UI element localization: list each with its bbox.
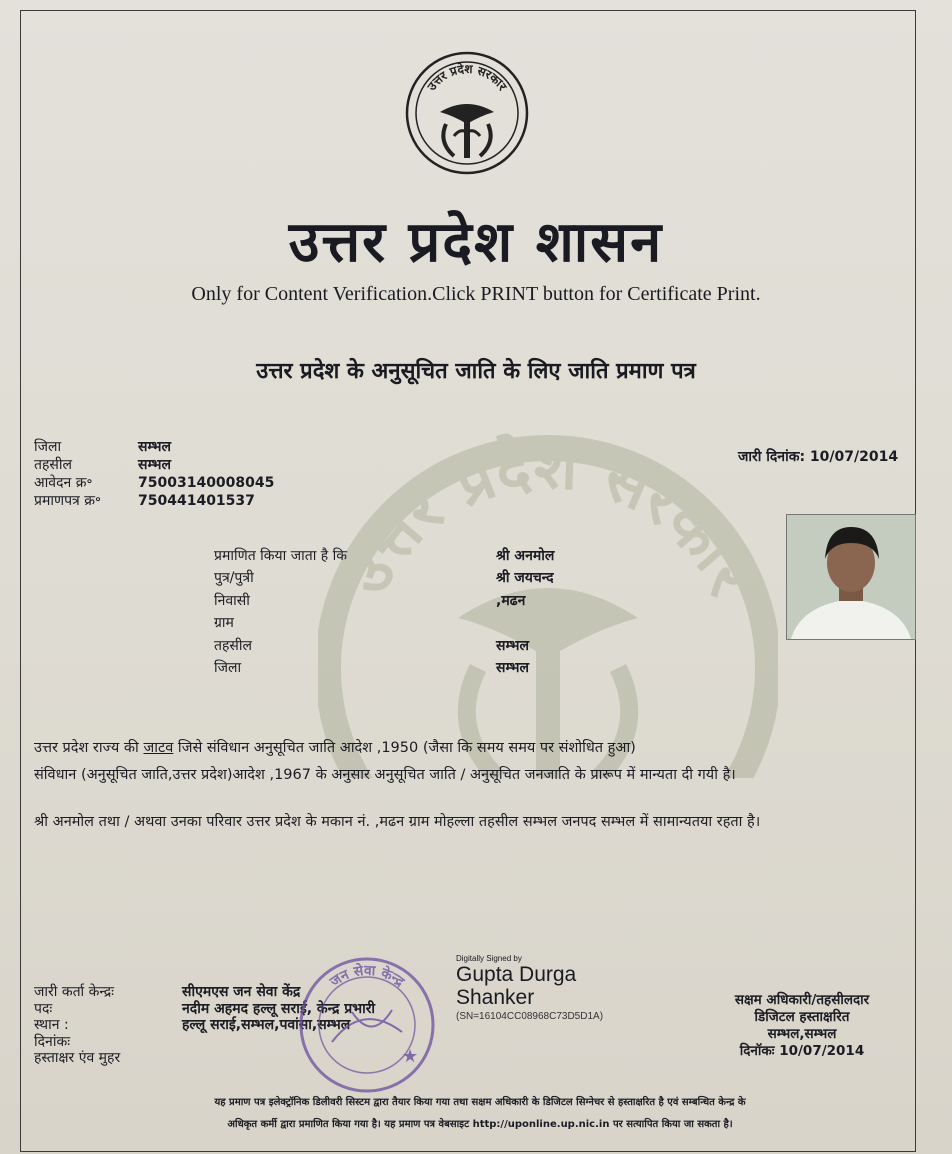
detail-district-label: जिला [214, 660, 242, 677]
detail-district-value: सम्भल [496, 660, 529, 677]
certificate-no-value: 750441401537 [138, 493, 255, 509]
detail-row-parent [214, 567, 554, 590]
resident-label: निवासी [214, 592, 250, 609]
resident-value: ,मढन [496, 592, 526, 609]
detail-row-tehsil [214, 634, 554, 657]
holder-details [214, 544, 554, 679]
applicant-photo [786, 514, 916, 640]
officer-signed: डिजिटल हस्ताक्षरित [754, 1009, 850, 1025]
application-no-label: आवेदन क्र॰ [34, 475, 93, 491]
date-label: दिनांकः [34, 1033, 71, 1050]
caste-name: जाटव [143, 740, 174, 756]
svg-text:उत्तर प्रदेश सरकार: उत्तर प्रदेश सरकार [329, 429, 767, 607]
certificate-heading: उत्तर प्रदेश के अनुसूचित जाति के लिए जाति प्रमाण पत्र [256, 359, 696, 384]
certificate-no-label: प्रमाणपत्र क्र॰ [34, 493, 101, 509]
holder-name: श्री अनमोल [496, 547, 555, 564]
svg-text:उत्तर प्रदेश सरकार: उत्तर प्रदेश सरकार [424, 61, 510, 94]
certified-label: प्रमाणित किया जाता है कि [214, 547, 348, 564]
digital-signer-name-1: Gupta Durga [456, 963, 577, 986]
parent-name: श्री जयचन्द [496, 570, 554, 587]
meta-application [34, 474, 274, 492]
digital-serial-number: (SN=16104CC08968C73D5D1A) [456, 1011, 604, 1022]
officer-location: सम्भल,सम्भल [767, 1026, 837, 1042]
centre-label: जारी कर्ता केन्द्रः [34, 984, 114, 1000]
p1-end: जिसे संविधान अनुसूचित जाति आदेश ,1950 (जैसा कि समय समय पर संशोधित हुआ) [173, 740, 636, 756]
place-label: स्थान : [34, 1017, 69, 1033]
verification-note: Only for Content Verification.Click PRINT button for Certificate Print. [191, 283, 761, 305]
post-label: पदः [34, 1000, 53, 1017]
digital-signature [456, 954, 603, 1022]
detail-row-resident [214, 589, 554, 612]
district-label: जिला [34, 439, 62, 455]
footer-line-1: यह प्रमाण पत्र इलेक्ट्रॉनिक डिलीवरी सिस्टम द्वारा तैयार किया गया तथा सक्षम अधिकारी के डिजिटल सिग्नेचर से हस्ताक्षरित है एवं सम्बन्धित केन्द्र के [214, 1097, 746, 1108]
digital-caption: Digitally Signed by [456, 954, 522, 963]
post-value: नदीम अहमद हल्लू सराई, केन्द्र प्रभारी [182, 1000, 376, 1017]
issue-date: जारी दिनांक: 10/07/2014 [738, 449, 899, 465]
footer-note [40, 1092, 920, 1136]
officer-title: सक्षम अधिकारी/तहसीलदार [734, 992, 870, 1008]
body-paragraph-1 [34, 737, 914, 760]
meta-certificate [34, 492, 274, 510]
village-label: ग्राम [214, 615, 234, 632]
p1-start: उत्तर प्रदेश राज्य की [34, 740, 144, 756]
detail-tehsil-label: तहसील [214, 637, 252, 654]
seal-stamp [292, 952, 442, 1098]
officer-block [702, 992, 902, 1060]
officer-date: दिनॉकः 10/07/2014 [739, 1043, 865, 1059]
meta-district [34, 438, 274, 456]
district-value: सम्भल [138, 439, 171, 455]
up-govt-emblem [404, 50, 530, 176]
body-paragraph-2: संविधान (अनुसूचित जाति,उत्तर प्रदेश)आदेश ,1967 के अनुसार अनुसूचित जाति / अनुसूचित जनजाति के प्रारूप में मान्यता दी गयी है। [34, 767, 736, 783]
footer-line-2: अधिकृत कर्मी द्वारा प्रमाणित किया गया है। यह प्रमाण पत्र वेबसाइट http://uponline.up.nic.in पर सत्यापित किया जा सकता है। [227, 1119, 733, 1130]
body-paragraph-3: श्री अनमोल तथा / अथवा उनका परिवार उत्तर प्रदेश के मकान नं. ,मढन ग्राम मोहल्ला तहसील सम्भल जनपद सम्भल में सामान्यतया रहता है। [34, 814, 761, 830]
svg-text:जन सेवा केन्द्र: जन सेवा केन्द्र [327, 962, 408, 991]
tehsil-label: तहसील [34, 457, 72, 473]
seal-label: हस्ताक्षर एंव मुहर [34, 1050, 121, 1066]
place-value: हल्लू सराई,सम्भल,पवांसा,सम्भल [182, 1017, 351, 1033]
page-title: उत्तर प्रदेश शासन [288, 210, 664, 275]
relation-label: पुत्र/पुत्री [214, 570, 254, 587]
application-no-value: 75003140008045 [138, 475, 275, 491]
svg-text:★: ★ [402, 1046, 419, 1067]
centre-value: सीएमएस जन सेवा केंद्र [182, 984, 301, 1000]
digital-signer-name-2: Shanker [456, 986, 535, 1009]
tehsil-value: सम्भल [138, 457, 171, 473]
detail-row-village [214, 612, 554, 635]
detail-row-district [214, 657, 554, 680]
meta-tehsil [34, 456, 274, 474]
detail-tehsil-value: सम्भल [496, 637, 529, 654]
certificate-meta [34, 438, 274, 510]
detail-row-name [214, 544, 554, 567]
